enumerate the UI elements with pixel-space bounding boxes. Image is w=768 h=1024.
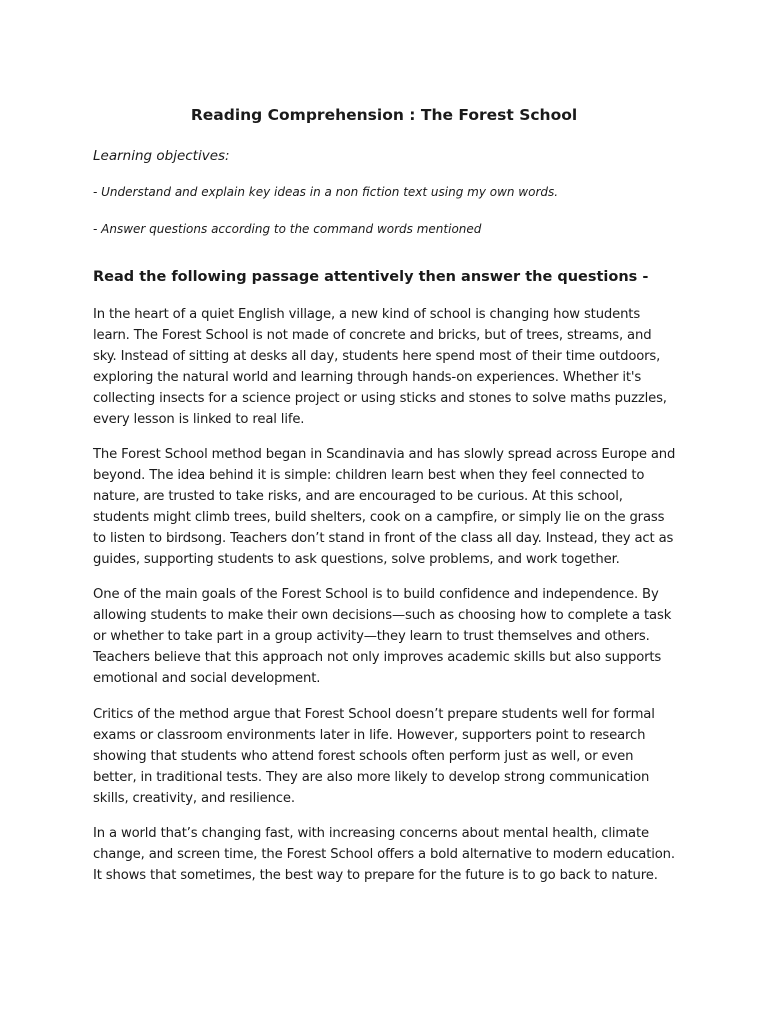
- document-title: Reading Comprehension : The Forest School: [190, 106, 578, 124]
- instruction-heading: Read the following passage attentively then answer the questions -: [93, 269, 649, 285]
- passage-paragraph: In a world that’s changing fast, with increasing concerns about mental health, climate change, and screen time, the Forest School offers a bold alternative to modern education. It shows that sometimes, the best way to prepare for the future is to go back to nature.: [93, 826, 675, 883]
- objectives-heading: Learning objectives:: [93, 148, 230, 164]
- objective-item: - Answer questions according to the command words mentioned: [93, 222, 482, 236]
- passage-paragraph: One of the main goals of the Forest School is to build confidence and independence. By allowing students to make their own decisions—such as choosing how to complete a task or whether to take part in a group activity—they learn to trust themselves and others. Teachers believe that this approach not only improves academic skills but also supports emotional and social development.: [93, 587, 672, 686]
- objective-item: - Understand and explain key ideas in a non fiction text using my own words.: [93, 185, 559, 199]
- passage-paragraph: In the heart of a quiet English village, a new kind of school is changing how students learn. The Forest School is not made of concrete and bricks, but of trees, streams, and sky. Instead of sitting at desks all day, students here spend most of their time outdoors, exploring the natural world and learning through hands-on experiences. Whether it's collecting insects for a science project or using sticks and stones to solve maths puzzles, every lesson is linked to real life.: [93, 307, 667, 427]
- passage-paragraph: The Forest School method began in Scandinavia and has slowly spread across Europe and beyond. The idea behind it is simple: children learn best when they feel connected to nature, are trusted to take risks, and are encouraged to be curious. At this school, students might climb trees, build shelters, cook on a campfire, or simply lie on the grass to listen to birdsong. Teachers don’t stand in front of the class all day. Instead, they act as guides, supporting students to ask questions, solve problems, and work together.: [93, 447, 676, 567]
- passage-paragraph: Critics of the method argue that Forest School doesn’t prepare students well for formal exams or classroom environments later in life. However, supporters point to research showing that students who attend forest schools often perform just as well, or even better, in traditional tests. They are also more likely to develop strong communication skills, creativity, and resilience.: [93, 707, 655, 806]
